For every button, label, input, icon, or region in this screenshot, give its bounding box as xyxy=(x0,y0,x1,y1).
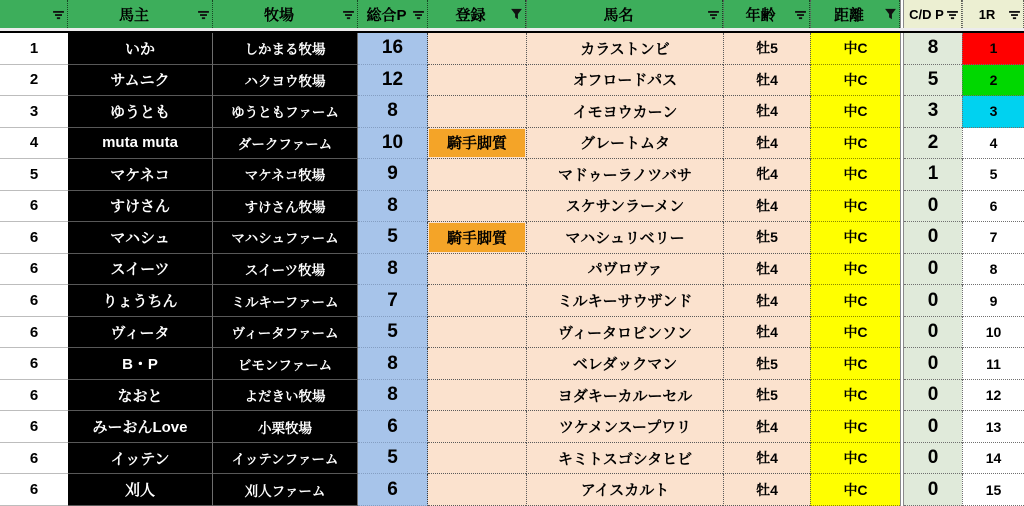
table-row xyxy=(0,348,1024,380)
distance-cell[interactable]: 中C xyxy=(810,128,900,160)
farm-cell[interactable]: ビモンファーム xyxy=(213,348,358,380)
header-r1 xyxy=(962,0,1024,28)
header-r1-label: 1R xyxy=(978,6,996,22)
total-points-cell[interactable]: 10 xyxy=(358,128,428,160)
header-farm xyxy=(213,0,358,28)
horse-name-cell[interactable]: マドゥーラノツバサ xyxy=(526,159,723,191)
registration-cell[interactable] xyxy=(428,317,526,349)
farm-cell[interactable]: しかまる牧場 xyxy=(213,33,358,65)
race1-position-cell[interactable]: 15 xyxy=(962,474,1024,506)
registration-cell[interactable] xyxy=(428,411,526,443)
filter-dropdown-icon[interactable] xyxy=(1008,8,1021,21)
horse-name-cell[interactable]: スケサンラーメン xyxy=(526,191,723,223)
horse-name-cell[interactable]: ツケメンスープワリ xyxy=(526,411,723,443)
distance-cell[interactable]: 中C xyxy=(810,191,900,223)
age-cell[interactable]: 牝4 xyxy=(723,159,810,191)
race1-position-cell[interactable]: 8 xyxy=(962,254,1024,286)
filter-dropdown-icon[interactable] xyxy=(794,8,807,21)
owner-cell[interactable]: いか xyxy=(68,33,213,65)
table-row xyxy=(0,411,1024,443)
age-cell[interactable]: 牡4 xyxy=(723,191,810,223)
cdp-points-cell[interactable]: 0 xyxy=(904,191,962,223)
age-cell[interactable]: 牡4 xyxy=(723,128,810,160)
header-points-label: 総合P xyxy=(366,6,407,24)
table-row xyxy=(0,96,1024,128)
horse-name-cell[interactable]: パヴロヴァ xyxy=(526,254,723,286)
filter-dropdown-icon[interactable] xyxy=(52,8,65,21)
age-cell[interactable]: 牡4 xyxy=(723,443,810,475)
horse-name-cell[interactable]: オフロードパス xyxy=(526,65,723,97)
race1-position-cell[interactable]: 9 xyxy=(962,285,1024,317)
farm-cell[interactable]: ミルキーファーム xyxy=(213,285,358,317)
table-row xyxy=(0,33,1024,65)
registration-cell[interactable] xyxy=(428,380,526,412)
registration-cell[interactable] xyxy=(428,128,526,160)
rank-cell[interactable]: 6 xyxy=(0,317,68,349)
distance-cell[interactable]: 中C xyxy=(810,65,900,97)
total-points-cell[interactable]: 5 xyxy=(358,317,428,349)
table-row xyxy=(0,285,1024,317)
farm-cell[interactable]: マハシュファーム xyxy=(213,222,358,254)
table-body xyxy=(0,33,1024,506)
rank-cell[interactable]: 6 xyxy=(0,348,68,380)
race1-position-cell[interactable]: 7 xyxy=(962,222,1024,254)
registration-cell[interactable] xyxy=(428,474,526,506)
rank-cell[interactable]: 6 xyxy=(0,411,68,443)
age-cell[interactable]: 牡4 xyxy=(723,411,810,443)
header-age-label: 年齢 xyxy=(745,6,776,24)
owner-cell[interactable]: ヴィータ xyxy=(68,317,213,349)
rank-cell[interactable]: 1 xyxy=(0,33,68,65)
age-cell[interactable]: 牡4 xyxy=(723,317,810,349)
header-owner xyxy=(68,0,213,28)
registration-cell[interactable] xyxy=(428,222,526,254)
owner-cell[interactable]: みーおんLove xyxy=(68,411,213,443)
total-points-cell[interactable]: 8 xyxy=(358,254,428,286)
distance-cell[interactable]: 中C xyxy=(810,474,900,506)
horse-name-cell[interactable]: ミルキーサウザンド xyxy=(526,285,723,317)
rank-cell[interactable]: 5 xyxy=(0,159,68,191)
age-cell[interactable]: 牡5 xyxy=(723,33,810,65)
header-dist-label: 距離 xyxy=(833,6,864,24)
owner-cell[interactable]: 刈人 xyxy=(68,474,213,506)
cdp-points-cell[interactable]: 0 xyxy=(904,285,962,317)
registration-cell[interactable] xyxy=(428,159,526,191)
distance-cell[interactable]: 中C xyxy=(810,285,900,317)
farm-cell[interactable]: すけさん牧場 xyxy=(213,191,358,223)
registration-cell[interactable] xyxy=(428,33,526,65)
total-points-cell[interactable]: 7 xyxy=(358,285,428,317)
owner-cell[interactable]: ゆうとも xyxy=(68,96,213,128)
distance-cell[interactable]: 中C xyxy=(810,317,900,349)
owner-cell[interactable]: サムニク xyxy=(68,65,213,97)
horse-name-cell[interactable]: イモヨウカーン xyxy=(526,96,723,128)
registration-cell[interactable] xyxy=(428,65,526,97)
cdp-points-cell[interactable]: 0 xyxy=(904,443,962,475)
registration-cell[interactable] xyxy=(428,191,526,223)
owner-cell[interactable]: りょうちん xyxy=(68,285,213,317)
race1-position-cell[interactable]: 6 xyxy=(962,191,1024,223)
registration-cell[interactable] xyxy=(428,285,526,317)
filter-dropdown-icon[interactable] xyxy=(946,8,959,21)
distance-cell[interactable]: 中C xyxy=(810,159,900,191)
rank-cell[interactable]: 3 xyxy=(0,96,68,128)
cdp-points-cell[interactable]: 2 xyxy=(904,128,962,160)
rank-cell[interactable]: 6 xyxy=(0,443,68,475)
cdp-points-cell[interactable]: 0 xyxy=(904,317,962,349)
cdp-points-cell[interactable]: 3 xyxy=(904,96,962,128)
race1-position-cell[interactable]: 11 xyxy=(962,348,1024,380)
race1-position-cell[interactable]: 4 xyxy=(962,128,1024,160)
horse-name-cell[interactable]: マハシュリベリー xyxy=(526,222,723,254)
race1-position-cell[interactable]: 14 xyxy=(962,443,1024,475)
race1-position-cell[interactable]: 5 xyxy=(962,159,1024,191)
race1-position-cell[interactable]: 10 xyxy=(962,317,1024,349)
age-cell[interactable]: 牡4 xyxy=(723,254,810,286)
jockey-style-tag: 騎手脚質 xyxy=(429,129,525,158)
rank-cell[interactable]: 6 xyxy=(0,222,68,254)
race1-position-cell[interactable]: 2 xyxy=(962,65,1024,97)
header-owner-label: 馬主 xyxy=(118,6,149,24)
farm-cell[interactable]: スイーツ牧場 xyxy=(213,254,358,286)
total-points-cell[interactable]: 6 xyxy=(358,411,428,443)
table-row xyxy=(0,128,1024,160)
rank-cell[interactable]: 2 xyxy=(0,65,68,97)
table-row xyxy=(0,317,1024,349)
total-points-cell[interactable]: 6 xyxy=(358,474,428,506)
horse-name-cell[interactable]: ヨダキーカルーセル xyxy=(526,380,723,412)
cdp-points-cell[interactable]: 0 xyxy=(904,222,962,254)
table-row xyxy=(0,474,1024,506)
distance-cell[interactable]: 中C xyxy=(810,411,900,443)
total-points-cell[interactable]: 8 xyxy=(358,380,428,412)
header-rank xyxy=(0,0,68,28)
farm-cell[interactable]: 小栗牧場 xyxy=(213,411,358,443)
race1-position-cell[interactable]: 1 xyxy=(962,33,1024,65)
jockey-style-tag: 騎手脚質 xyxy=(429,223,525,252)
rank-cell[interactable]: 6 xyxy=(0,380,68,412)
farm-cell[interactable]: ダークファーム xyxy=(213,128,358,160)
table-row xyxy=(0,380,1024,412)
owner-cell[interactable]: スイーツ xyxy=(68,254,213,286)
filter-funnel-icon[interactable] xyxy=(510,8,523,21)
owner-cell[interactable]: イッテン xyxy=(68,443,213,475)
header-age xyxy=(723,0,810,28)
header-reg-label: 登録 xyxy=(455,6,486,24)
farm-cell[interactable]: ゆうともファーム xyxy=(213,96,358,128)
filter-dropdown-icon[interactable] xyxy=(342,8,355,21)
farm-cell[interactable]: よだきい牧場 xyxy=(213,380,358,412)
header-reg xyxy=(428,0,526,28)
horse-name-cell[interactable]: ヴィータロビンソン xyxy=(526,317,723,349)
distance-cell[interactable]: 中C xyxy=(810,443,900,475)
total-points-cell[interactable]: 5 xyxy=(358,222,428,254)
farm-cell[interactable]: イッテンファーム xyxy=(213,443,358,475)
filter-dropdown-icon[interactable] xyxy=(412,8,425,21)
owner-cell[interactable]: マケネコ xyxy=(68,159,213,191)
horse-name-cell[interactable]: キミトスゴシタヒビ xyxy=(526,443,723,475)
total-points-cell[interactable]: 12 xyxy=(358,65,428,97)
farm-cell[interactable]: ヴィータファーム xyxy=(213,317,358,349)
rank-cell[interactable]: 6 xyxy=(0,254,68,286)
table-row xyxy=(0,222,1024,254)
total-points-cell[interactable]: 8 xyxy=(358,191,428,223)
registration-cell[interactable] xyxy=(428,443,526,475)
table-row xyxy=(0,443,1024,475)
farm-cell[interactable]: マケネコ牧場 xyxy=(213,159,358,191)
race1-position-cell[interactable]: 13 xyxy=(962,411,1024,443)
table-row xyxy=(0,191,1024,223)
owner-cell[interactable]: マハシュ xyxy=(68,222,213,254)
rank-cell[interactable]: 6 xyxy=(0,191,68,223)
cdp-points-cell[interactable]: 0 xyxy=(904,380,962,412)
race1-position-cell[interactable]: 3 xyxy=(962,96,1024,128)
distance-cell[interactable]: 中C xyxy=(810,380,900,412)
cdp-points-cell[interactable]: 0 xyxy=(904,411,962,443)
total-points-cell[interactable]: 9 xyxy=(358,159,428,191)
farm-cell[interactable]: 刈人ファーム xyxy=(213,474,358,506)
distance-cell[interactable]: 中C xyxy=(810,254,900,286)
age-cell[interactable]: 牡5 xyxy=(723,222,810,254)
age-cell[interactable]: 牡4 xyxy=(723,474,810,506)
table-row xyxy=(0,65,1024,97)
header-cdp xyxy=(904,0,962,28)
owner-cell[interactable]: muta muta xyxy=(68,128,213,160)
horse-name-cell[interactable]: アイスカルト xyxy=(526,474,723,506)
registration-cell[interactable] xyxy=(428,96,526,128)
horse-name-cell[interactable]: カラストンビ xyxy=(526,33,723,65)
header-farm-label: 牧場 xyxy=(263,6,294,24)
registration-cell[interactable] xyxy=(428,348,526,380)
filter-dropdown-icon[interactable] xyxy=(707,8,720,21)
distance-cell[interactable]: 中C xyxy=(810,96,900,128)
cdp-points-cell[interactable]: 0 xyxy=(904,254,962,286)
total-points-cell[interactable]: 16 xyxy=(358,33,428,65)
table-row xyxy=(0,254,1024,286)
header-points xyxy=(358,0,428,28)
owner-cell[interactable]: なおと xyxy=(68,380,213,412)
owner-cell[interactable]: すけさん xyxy=(68,191,213,223)
header-row xyxy=(0,0,1024,28)
age-cell[interactable]: 牡5 xyxy=(723,380,810,412)
total-points-cell[interactable]: 5 xyxy=(358,443,428,475)
total-points-cell[interactable]: 8 xyxy=(358,348,428,380)
distance-cell[interactable]: 中C xyxy=(810,33,900,65)
age-cell[interactable]: 牡4 xyxy=(723,65,810,97)
cdp-points-cell[interactable]: 0 xyxy=(904,348,962,380)
distance-cell[interactable]: 中C xyxy=(810,222,900,254)
race1-position-cell[interactable]: 12 xyxy=(962,380,1024,412)
total-points-cell[interactable]: 8 xyxy=(358,96,428,128)
age-cell[interactable]: 牡4 xyxy=(723,96,810,128)
rank-cell[interactable]: 6 xyxy=(0,474,68,506)
rank-cell[interactable]: 4 xyxy=(0,128,68,160)
table-row xyxy=(0,159,1024,191)
registration-cell[interactable] xyxy=(428,254,526,286)
header-horse-label: 馬名 xyxy=(603,6,634,24)
cdp-points-cell[interactable]: 0 xyxy=(904,474,962,506)
header-horse xyxy=(526,0,723,28)
rank-cell[interactable]: 6 xyxy=(0,285,68,317)
header-dist xyxy=(810,0,900,28)
cdp-points-cell[interactable]: 1 xyxy=(904,159,962,191)
cdp-points-cell[interactable]: 8 xyxy=(904,33,962,65)
age-cell[interactable]: 牡4 xyxy=(723,285,810,317)
horse-name-cell[interactable]: グレートムタ xyxy=(526,128,723,160)
header-cdp-label: C/D P xyxy=(909,6,944,22)
farm-cell[interactable]: ハクヨウ牧場 xyxy=(213,65,358,97)
age-cell[interactable]: 牡5 xyxy=(723,348,810,380)
distance-cell[interactable]: 中C xyxy=(810,348,900,380)
cdp-points-cell[interactable]: 5 xyxy=(904,65,962,97)
owner-cell[interactable]: B・P xyxy=(68,348,213,380)
horse-name-cell[interactable]: ベレダックマン xyxy=(526,348,723,380)
filter-dropdown-icon[interactable] xyxy=(197,8,210,21)
filter-funnel-icon[interactable] xyxy=(884,8,897,21)
